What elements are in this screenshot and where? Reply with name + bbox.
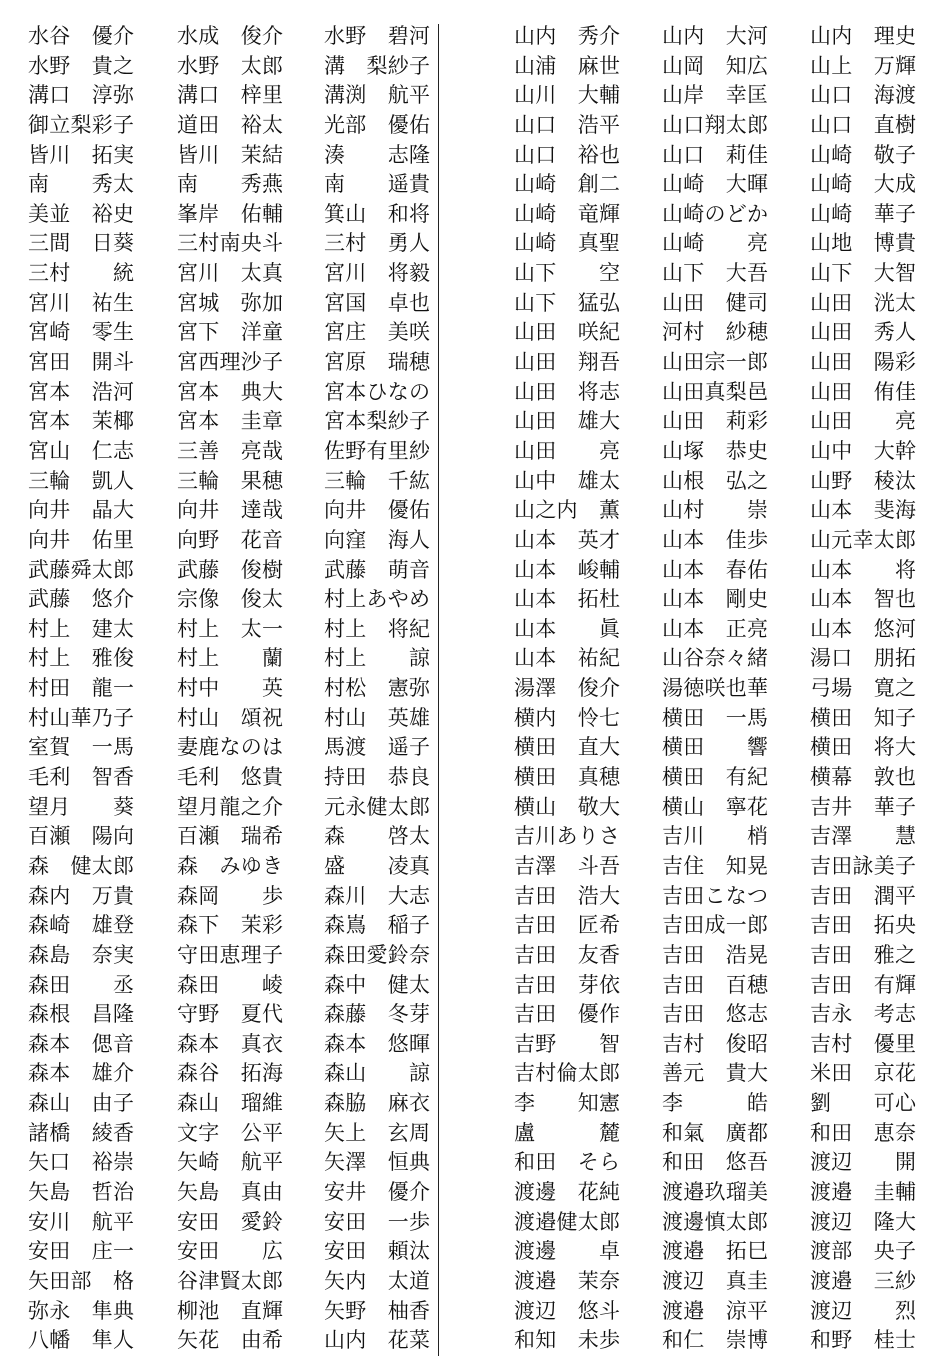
name-entry: 森藤 冬芽 — [324, 1002, 430, 1027]
name-entry: 山口 裕也 — [514, 142, 620, 167]
name-entry: 山田 咲紀 — [514, 320, 620, 345]
name-entry: 渡邉 三紗 — [810, 1268, 916, 1293]
name-entry: 山谷奈々緒 — [662, 646, 768, 671]
name-entry: 和仁 崇博 — [662, 1328, 768, 1353]
name-entry: 宮川 祐生 — [28, 290, 134, 315]
name-entry: 元永健太郎 — [324, 794, 430, 819]
name-entry: 森 みゆき — [177, 853, 283, 878]
name-entry: 望月龍之介 — [177, 794, 283, 819]
name-entry: 渡邉 涼平 — [662, 1298, 768, 1323]
name-entry: 三輪 凱人 — [28, 468, 134, 493]
name-entry: 持田 恭良 — [324, 765, 430, 790]
name-entry: 山田宗一郎 — [662, 350, 768, 375]
name-entry: 和田 そら — [514, 1150, 620, 1175]
name-entry: 山本 祐紀 — [514, 646, 620, 671]
name-entry: 森島 奈実 — [28, 942, 134, 967]
name-entry: 望月 葵 — [28, 794, 134, 819]
name-entry: 宮国 卓也 — [324, 290, 430, 315]
name-entry: 山口翔太郎 — [662, 112, 768, 137]
name-entry: 横内 怜七 — [514, 705, 620, 730]
name-entry: 吉田 浩晃 — [662, 942, 768, 967]
name-entry: 渡邉 茉奈 — [514, 1268, 620, 1293]
name-entry: 宮下 洋童 — [177, 320, 283, 345]
name-column-5 — [662, 22, 768, 1356]
name-entry: 宮本 典大 — [177, 379, 283, 404]
name-entry: 山崎 創二 — [514, 172, 620, 197]
name-entry: 吉田 匠希 — [514, 913, 620, 938]
name-entry: 水成 俊介 — [177, 24, 283, 48]
name-entry: 山内 秀介 — [514, 24, 620, 48]
name-entry: 宮城 弥加 — [177, 290, 283, 315]
name-entry: 柳池 直輝 — [177, 1298, 283, 1323]
name-entry: 吉田 悠志 — [662, 1002, 768, 1027]
name-entry: 吉田 優作 — [514, 1002, 620, 1027]
name-entry: 渡辺 開 — [810, 1150, 916, 1175]
name-entry: 横田 響 — [662, 735, 768, 760]
name-entry: 村上あやめ — [324, 587, 430, 612]
name-entry: 安田 一歩 — [324, 1209, 430, 1234]
name-entry: 弥永 隼典 — [28, 1298, 134, 1323]
name-entry: 渡辺 烈 — [810, 1298, 916, 1323]
name-entry: 山根 弘之 — [662, 468, 768, 493]
name-entry: 山野 稜汰 — [810, 468, 916, 493]
name-entry: 宮本 圭章 — [177, 409, 283, 434]
name-entry: 和田 悠吾 — [662, 1150, 768, 1175]
name-entry: 山口 海渡 — [810, 83, 916, 108]
name-entry: 吉田 拓央 — [810, 913, 916, 938]
name-entry: 山本 剛史 — [662, 587, 768, 612]
name-entry: 米田 京花 — [810, 1061, 916, 1086]
name-entry: 山上 万輝 — [810, 53, 916, 78]
name-entry: 森谷 拓海 — [177, 1061, 283, 1086]
name-entry: 山村 崇 — [662, 498, 768, 523]
name-entry: 矢崎 航平 — [177, 1150, 283, 1175]
name-entry: 宮本梨紗子 — [324, 409, 430, 434]
name-entry: 横田 知子 — [810, 705, 916, 730]
name-entry: 道田 裕太 — [177, 112, 283, 137]
name-entry: 村上 諒 — [324, 646, 430, 671]
name-entry: 吉永 考志 — [810, 1002, 916, 1027]
name-entry: 山本 智也 — [810, 587, 916, 612]
name-entry: 山崎 華子 — [810, 201, 916, 226]
name-entry: 安田 庄一 — [28, 1239, 134, 1264]
name-entry: 山崎 竜輝 — [514, 201, 620, 226]
name-entry: 山崎 大成 — [810, 172, 916, 197]
name-entry: 湯澤 俊介 — [514, 676, 620, 701]
name-entry: 吉田 有輝 — [810, 972, 916, 997]
name-entry: 吉井 華子 — [810, 794, 916, 819]
name-entry: 吉川 梢 — [662, 824, 768, 849]
name-entry: 森岡 歩 — [177, 883, 283, 908]
name-entry: 渡邉玖瑠美 — [662, 1179, 768, 1204]
name-entry: 吉田こなつ — [662, 883, 768, 908]
name-entry: 横田 直大 — [514, 735, 620, 760]
name-entry: 毛利 悠貴 — [177, 765, 283, 790]
name-entry: 箕山 和将 — [324, 201, 430, 226]
name-entry: 湯口 朋拓 — [810, 646, 916, 671]
name-entry: 弓場 寛之 — [810, 676, 916, 701]
name-column-3 — [324, 22, 430, 1356]
name-entry: 山田 侑佳 — [810, 379, 916, 404]
name-entry: 山本 眞 — [514, 616, 620, 641]
name-entry: 諸橋 綾香 — [28, 1120, 134, 1145]
name-entry: 溝口 梓里 — [177, 83, 283, 108]
name-entry: 森山 瑠維 — [177, 1091, 283, 1116]
name-entry: 宮山 仁志 — [28, 438, 134, 463]
name-entry: 宮田 開斗 — [28, 350, 134, 375]
name-entry: 和氣 廣都 — [662, 1120, 768, 1145]
name-entry: 矢口 裕崇 — [28, 1150, 134, 1175]
name-entry: 横田 将大 — [810, 735, 916, 760]
name-entry: 村松 憲弥 — [324, 676, 430, 701]
name-entry: 山田 亮 — [514, 438, 620, 463]
name-entry: 横田 一馬 — [662, 705, 768, 730]
name-entry: 安田 愛鈴 — [177, 1209, 283, 1234]
name-entry: 山地 博貴 — [810, 231, 916, 256]
name-entry: 武藤舜太郎 — [28, 557, 134, 582]
name-entry: 山本 英才 — [514, 527, 620, 552]
name-entry: 宗像 俊太 — [177, 587, 283, 612]
name-entry: 矢野 柚香 — [324, 1298, 430, 1323]
name-entry: 村上 雅俊 — [28, 646, 134, 671]
name-entry: 吉田 浩大 — [514, 883, 620, 908]
name-entry: 山内 大河 — [662, 24, 768, 48]
name-entry: 横山 敬大 — [514, 794, 620, 819]
name-entry: 山崎 大暉 — [662, 172, 768, 197]
name-entry: 向野 花音 — [177, 527, 283, 552]
name-entry: 山本 将 — [810, 557, 916, 582]
name-entry: 山本 悠河 — [810, 616, 916, 641]
name-column-2 — [177, 22, 283, 1356]
name-entry: 谷津賢太郎 — [177, 1268, 283, 1293]
name-entry: 妻鹿なのは — [177, 735, 283, 760]
name-entry: 和野 桂士 — [810, 1328, 916, 1353]
name-entry: 吉澤 慧 — [810, 824, 916, 849]
name-entry: 水野 碧河 — [324, 24, 430, 48]
column-divider — [438, 24, 439, 1356]
name-entry: 安田 広 — [177, 1239, 283, 1264]
name-entry: 三村南央斗 — [177, 231, 283, 256]
name-entry: 宮庄 美咲 — [324, 320, 430, 345]
name-entry: 森根 昌隆 — [28, 1002, 134, 1027]
name-entry: 横山 寧花 — [662, 794, 768, 819]
name-entry: 溝 梨紗子 — [324, 53, 430, 78]
name-entry: 山崎 亮 — [662, 231, 768, 256]
name-entry: 三輪 千紘 — [324, 468, 430, 493]
name-entry: 渡辺 真圭 — [662, 1268, 768, 1293]
name-entry: 百瀬 陽向 — [28, 824, 134, 849]
name-entry: 武藤 悠介 — [28, 587, 134, 612]
name-entry: 向井 優佑 — [324, 498, 430, 523]
name-entry: 渡邉 圭輔 — [810, 1179, 916, 1204]
name-entry: 矢内 太道 — [324, 1268, 430, 1293]
name-entry: 水野 貴之 — [28, 53, 134, 78]
name-entry: 森脇 麻衣 — [324, 1091, 430, 1116]
name-entry: 三村 勇人 — [324, 231, 430, 256]
name-entry: 水谷 優介 — [28, 24, 134, 48]
name-entry: 村田 龍一 — [28, 676, 134, 701]
name-entry: 吉澤 斗吾 — [514, 853, 620, 878]
name-entry: 向井 達哉 — [177, 498, 283, 523]
name-entry: 溝渕 航平 — [324, 83, 430, 108]
name-entry: 矢島 真由 — [177, 1179, 283, 1204]
name-entry: 横幕 敦也 — [810, 765, 916, 790]
name-entry: 吉住 知晃 — [662, 853, 768, 878]
name-entry: 宮川 太真 — [177, 261, 283, 286]
name-entry: 和知 未歩 — [514, 1328, 620, 1353]
name-entry: 吉田成一郎 — [662, 913, 768, 938]
name-entry: 山本 春佑 — [662, 557, 768, 582]
name-entry: 河村 紗穂 — [662, 320, 768, 345]
name-entry: 渡邊 花純 — [514, 1179, 620, 1204]
name-entry: 森田愛鈴奈 — [324, 942, 430, 967]
name-entry: 山口 直樹 — [810, 112, 916, 137]
name-column-6 — [810, 22, 916, 1356]
name-entry: 山崎 真聖 — [514, 231, 620, 256]
name-entry: 山塚 恭史 — [662, 438, 768, 463]
name-entry: 森田 崚 — [177, 972, 283, 997]
name-entry: 室賀 一馬 — [28, 735, 134, 760]
name-entry: 吉村 俊昭 — [662, 1031, 768, 1056]
name-entry: 盧 麓 — [514, 1120, 620, 1145]
name-entry: 湊 志隆 — [324, 142, 430, 167]
name-entry: 村上 将紀 — [324, 616, 430, 641]
name-entry: 山田 雄大 — [514, 409, 620, 434]
name-entry: 湯徳咲也華 — [662, 676, 768, 701]
name-entry: 森本 偲音 — [28, 1031, 134, 1056]
name-entry: 毛利 智香 — [28, 765, 134, 790]
name-entry: 李 皓 — [662, 1091, 768, 1116]
name-column-1 — [28, 22, 134, 1356]
name-entry: 向井 佑里 — [28, 527, 134, 552]
name-entry: 峯岸 佑輔 — [177, 201, 283, 226]
name-entry: 山田 亮 — [810, 409, 916, 434]
name-entry: 美並 裕史 — [28, 201, 134, 226]
name-entry: 森田 丞 — [28, 972, 134, 997]
name-entry: 渡邉 拓巳 — [662, 1239, 768, 1264]
name-entry: 文字 公平 — [177, 1120, 283, 1145]
name-entry: 山之内 薫 — [514, 498, 620, 523]
name-entry: 向窪 海人 — [324, 527, 430, 552]
name-entry: 宮川 将毅 — [324, 261, 430, 286]
name-entry: 山本 正亮 — [662, 616, 768, 641]
name-entry: 劉 可心 — [810, 1091, 916, 1116]
name-entry: 南 秀太 — [28, 172, 134, 197]
name-entry: 南 遥貴 — [324, 172, 430, 197]
name-entry: 御立梨彩子 — [28, 112, 134, 137]
name-entry: 村山華乃子 — [28, 705, 134, 730]
name-entry: 山浦 麻世 — [514, 53, 620, 78]
name-entry: 山口 莉佳 — [662, 142, 768, 167]
name-entry: 山下 空 — [514, 261, 620, 286]
name-entry: 矢澤 恒典 — [324, 1150, 430, 1175]
name-entry: 森内 万貴 — [28, 883, 134, 908]
name-entry: 山崎のどか — [662, 201, 768, 226]
name-entry: 山本 佳歩 — [662, 527, 768, 552]
name-entry: 守田恵理子 — [177, 942, 283, 967]
name-entry: 山崎 敬子 — [810, 142, 916, 167]
name-entry: 山岸 幸匡 — [662, 83, 768, 108]
name-entry: 山田 健司 — [662, 290, 768, 315]
name-entry: 森本 雄介 — [28, 1061, 134, 1086]
name-entry: 山中 大幹 — [810, 438, 916, 463]
name-entry: 村山 頌祝 — [177, 705, 283, 730]
name-entry: 吉野 智 — [514, 1031, 620, 1056]
name-entry: 山元幸太郎 — [810, 527, 916, 552]
name-entry: 馬渡 遥子 — [324, 735, 430, 760]
name-entry: 山中 雄太 — [514, 468, 620, 493]
name-entry: 森 啓太 — [324, 824, 430, 849]
name-entry: 山下 大吾 — [662, 261, 768, 286]
name-entry: 森川 大志 — [324, 883, 430, 908]
name-entry: 山田 将志 — [514, 379, 620, 404]
name-entry: 佐野有里紗 — [324, 438, 430, 463]
name-entry: 皆川 茉結 — [177, 142, 283, 167]
name-entry: 渡邊慎太郎 — [662, 1209, 768, 1234]
name-entry: 宮原 瑞穂 — [324, 350, 430, 375]
name-entry: 森嶌 稲子 — [324, 913, 430, 938]
name-entry: 横田 真穂 — [514, 765, 620, 790]
name-entry: 矢田部 格 — [28, 1268, 134, 1293]
name-entry: 森中 健太 — [324, 972, 430, 997]
name-entry: 矢島 哲治 — [28, 1179, 134, 1204]
name-entry: 村上 太一 — [177, 616, 283, 641]
name-entry: 森崎 雄登 — [28, 913, 134, 938]
name-entry: 安川 航平 — [28, 1209, 134, 1234]
name-entry: 山田 翔吾 — [514, 350, 620, 375]
name-entry: 八幡 隼人 — [28, 1328, 134, 1353]
name-entry: 宮本ひなの — [324, 379, 430, 404]
name-entry: 向井 晶大 — [28, 498, 134, 523]
name-entry: 渡辺 隆大 — [810, 1209, 916, 1234]
name-entry: 李 知憲 — [514, 1091, 620, 1116]
name-entry: 吉村倫太郎 — [514, 1061, 620, 1086]
name-entry: 森本 悠暉 — [324, 1031, 430, 1056]
name-entry: 安井 優介 — [324, 1179, 430, 1204]
name-entry: 山川 大輔 — [514, 83, 620, 108]
name-entry: 百瀬 瑞希 — [177, 824, 283, 849]
name-entry: 山本 斐海 — [810, 498, 916, 523]
name-entry: 吉田 雅之 — [810, 942, 916, 967]
name-entry: 山下 猛弘 — [514, 290, 620, 315]
name-entry: 宮本 茉椰 — [28, 409, 134, 434]
name-entry: 三村 統 — [28, 261, 134, 286]
name-entry: 宮崎 零生 — [28, 320, 134, 345]
name-entry: 村上 蘭 — [177, 646, 283, 671]
name-entry: 山田 洸太 — [810, 290, 916, 315]
name-entry: 森 健太郎 — [28, 853, 134, 878]
name-column-4 — [514, 22, 620, 1356]
name-entry: 山本 峻輔 — [514, 557, 620, 582]
name-entry: 山口 浩平 — [514, 112, 620, 137]
name-entry: 武藤 萌音 — [324, 557, 430, 582]
name-entry: 森下 茉彩 — [177, 913, 283, 938]
name-entry: 水野 太郎 — [177, 53, 283, 78]
name-entry: 森山 諒 — [324, 1061, 430, 1086]
name-entry: 山田 莉彩 — [662, 409, 768, 434]
name-entry: 渡邊 卓 — [514, 1239, 620, 1264]
name-entry: 森本 真衣 — [177, 1031, 283, 1056]
name-entry: 盛 凌真 — [324, 853, 430, 878]
name-entry: 森山 由子 — [28, 1091, 134, 1116]
name-entry: 渡辺 悠斗 — [514, 1298, 620, 1323]
name-entry: 山田真梨邑 — [662, 379, 768, 404]
name-entry: 吉田 百穂 — [662, 972, 768, 997]
name-entry: 三輪 果穂 — [177, 468, 283, 493]
name-entry: 山内 理史 — [810, 24, 916, 48]
name-entry: 吉田詠美子 — [810, 853, 916, 878]
name-entry: 宮本 浩河 — [28, 379, 134, 404]
name-entry: 南 秀燕 — [177, 172, 283, 197]
name-entry: 渡部 央子 — [810, 1239, 916, 1264]
name-entry: 山田 秀人 — [810, 320, 916, 345]
name-entry: 村上 建太 — [28, 616, 134, 641]
name-entry: 山内 花菜 — [324, 1328, 430, 1353]
name-entry: 吉川ありさ — [514, 824, 620, 849]
name-entry: 善元 貴大 — [662, 1061, 768, 1086]
name-entry: 三善 亮哉 — [177, 438, 283, 463]
name-entry: 山本 拓杜 — [514, 587, 620, 612]
name-entry: 光部 優佑 — [324, 112, 430, 137]
name-entry: 山下 大智 — [810, 261, 916, 286]
name-entry: 宮西理沙子 — [177, 350, 283, 375]
name-entry: 吉村 優里 — [810, 1031, 916, 1056]
name-entry: 渡邉健太郎 — [514, 1209, 620, 1234]
name-entry: 皆川 拓実 — [28, 142, 134, 167]
name-entry: 吉田 潤平 — [810, 883, 916, 908]
name-entry: 安田 頼汰 — [324, 1239, 430, 1264]
name-entry: 山田 陽彩 — [810, 350, 916, 375]
name-entry: 武藤 俊樹 — [177, 557, 283, 582]
name-entry: 矢上 玄周 — [324, 1120, 430, 1145]
name-entry: 横田 有紀 — [662, 765, 768, 790]
name-entry: 吉田 芽依 — [514, 972, 620, 997]
name-entry: 三間 日葵 — [28, 231, 134, 256]
name-entry: 山岡 知広 — [662, 53, 768, 78]
name-entry: 村中 英 — [177, 676, 283, 701]
name-entry: 吉田 友香 — [514, 942, 620, 967]
name-entry: 和田 恵奈 — [810, 1120, 916, 1145]
name-entry: 村山 英雄 — [324, 705, 430, 730]
name-entry: 守野 夏代 — [177, 1002, 283, 1027]
name-entry: 溝口 淳弥 — [28, 83, 134, 108]
name-entry: 矢花 由希 — [177, 1328, 283, 1353]
